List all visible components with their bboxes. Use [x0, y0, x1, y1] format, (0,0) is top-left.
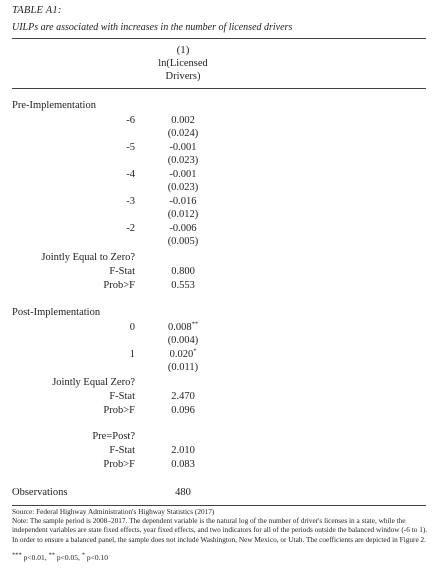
table-title: TABLE A1: [12, 5, 62, 16]
pre-lag-label: -4 [126, 169, 135, 180]
pre-coef: -0.001 [169, 169, 197, 180]
post-coef: 0.008** [167, 320, 199, 333]
significance-legend: *** p<0.01, ** p<0.05, * p<0.10 [12, 551, 108, 562]
observations-value: 480 [175, 487, 191, 498]
post-joint-label: Jointly Equal Zero? [52, 377, 135, 388]
column-header: ln(Licensed Drivers) [158, 58, 208, 82]
prepost-prob-value: 0.083 [171, 459, 195, 470]
pre-se: (0.023) [167, 182, 199, 193]
post-se: (0.011) [167, 362, 199, 373]
pre-se: (0.024) [167, 128, 199, 139]
prepost-prob-label: Prob>F [103, 459, 135, 470]
pre-lag-label: -5 [126, 142, 135, 153]
pre-se: (0.012) [167, 209, 199, 220]
pre-lag-label: -3 [126, 196, 135, 207]
post-fstat-label: F-Stat [109, 391, 135, 402]
table-subtitle: UILPs are associated with increases in the number of licensed drivers [12, 22, 293, 33]
bottom-rule [12, 505, 426, 506]
post-lag-label: 0 [129, 322, 135, 333]
pre-lag-label: -6 [126, 115, 135, 126]
pre-se: (0.023) [167, 155, 199, 166]
pre-se: (0.005) [167, 236, 199, 247]
pre-fstat-value: 0.800 [171, 266, 195, 277]
post-prob-value: 0.096 [171, 405, 195, 416]
pre-prob-value: 0.553 [171, 280, 195, 291]
post-section-label: Post-Implementation [12, 307, 101, 318]
top-rule [12, 38, 426, 39]
pre-fstat-label: F-Stat [109, 266, 135, 277]
pre-coef: -0.016 [169, 196, 197, 207]
pre-joint-label: Jointly Equal to Zero? [41, 252, 135, 263]
prepost-label: Pre=Post? [92, 431, 135, 442]
pre-prob-label: Prob>F [103, 280, 135, 291]
prepost-fstat-label: F-Stat [109, 445, 135, 456]
prepost-fstat-value: 2.010 [171, 445, 195, 456]
header-rule [12, 88, 426, 89]
post-fstat-value: 2.470 [171, 391, 195, 402]
column-number: (1) [176, 44, 190, 56]
pre-coef: 0.002 [171, 115, 195, 126]
post-se: (0.004) [167, 335, 199, 346]
post-lag-label: 1 [129, 349, 135, 360]
post-prob-label: Prob>F [103, 405, 135, 416]
table-note: Note: The sample period is 2008–2017. The dependent variable is the natural log of the number of driver's licenses in a state, while the independent variables are state fixed effects, year fixed effects, and two indicators for all of the periods outside the balanced window (-6 to 1). In order to ensure a balanced panel, the sample does not include Washington, New Mexico, or Utah. The coefficients are depicted in Figure 2. [12, 516, 428, 544]
pre-lag-label: -2 [126, 223, 135, 234]
pre-coef: -0.006 [169, 223, 197, 234]
pre-coef: -0.001 [169, 142, 197, 153]
pre-section-label: Pre-Implementation [12, 100, 96, 111]
observations-label: Observations [12, 487, 68, 498]
source-note: Source: Federal Highway Administration's Highway Statistics (2017) [12, 507, 215, 516]
post-coef: 0.020* [169, 347, 197, 360]
